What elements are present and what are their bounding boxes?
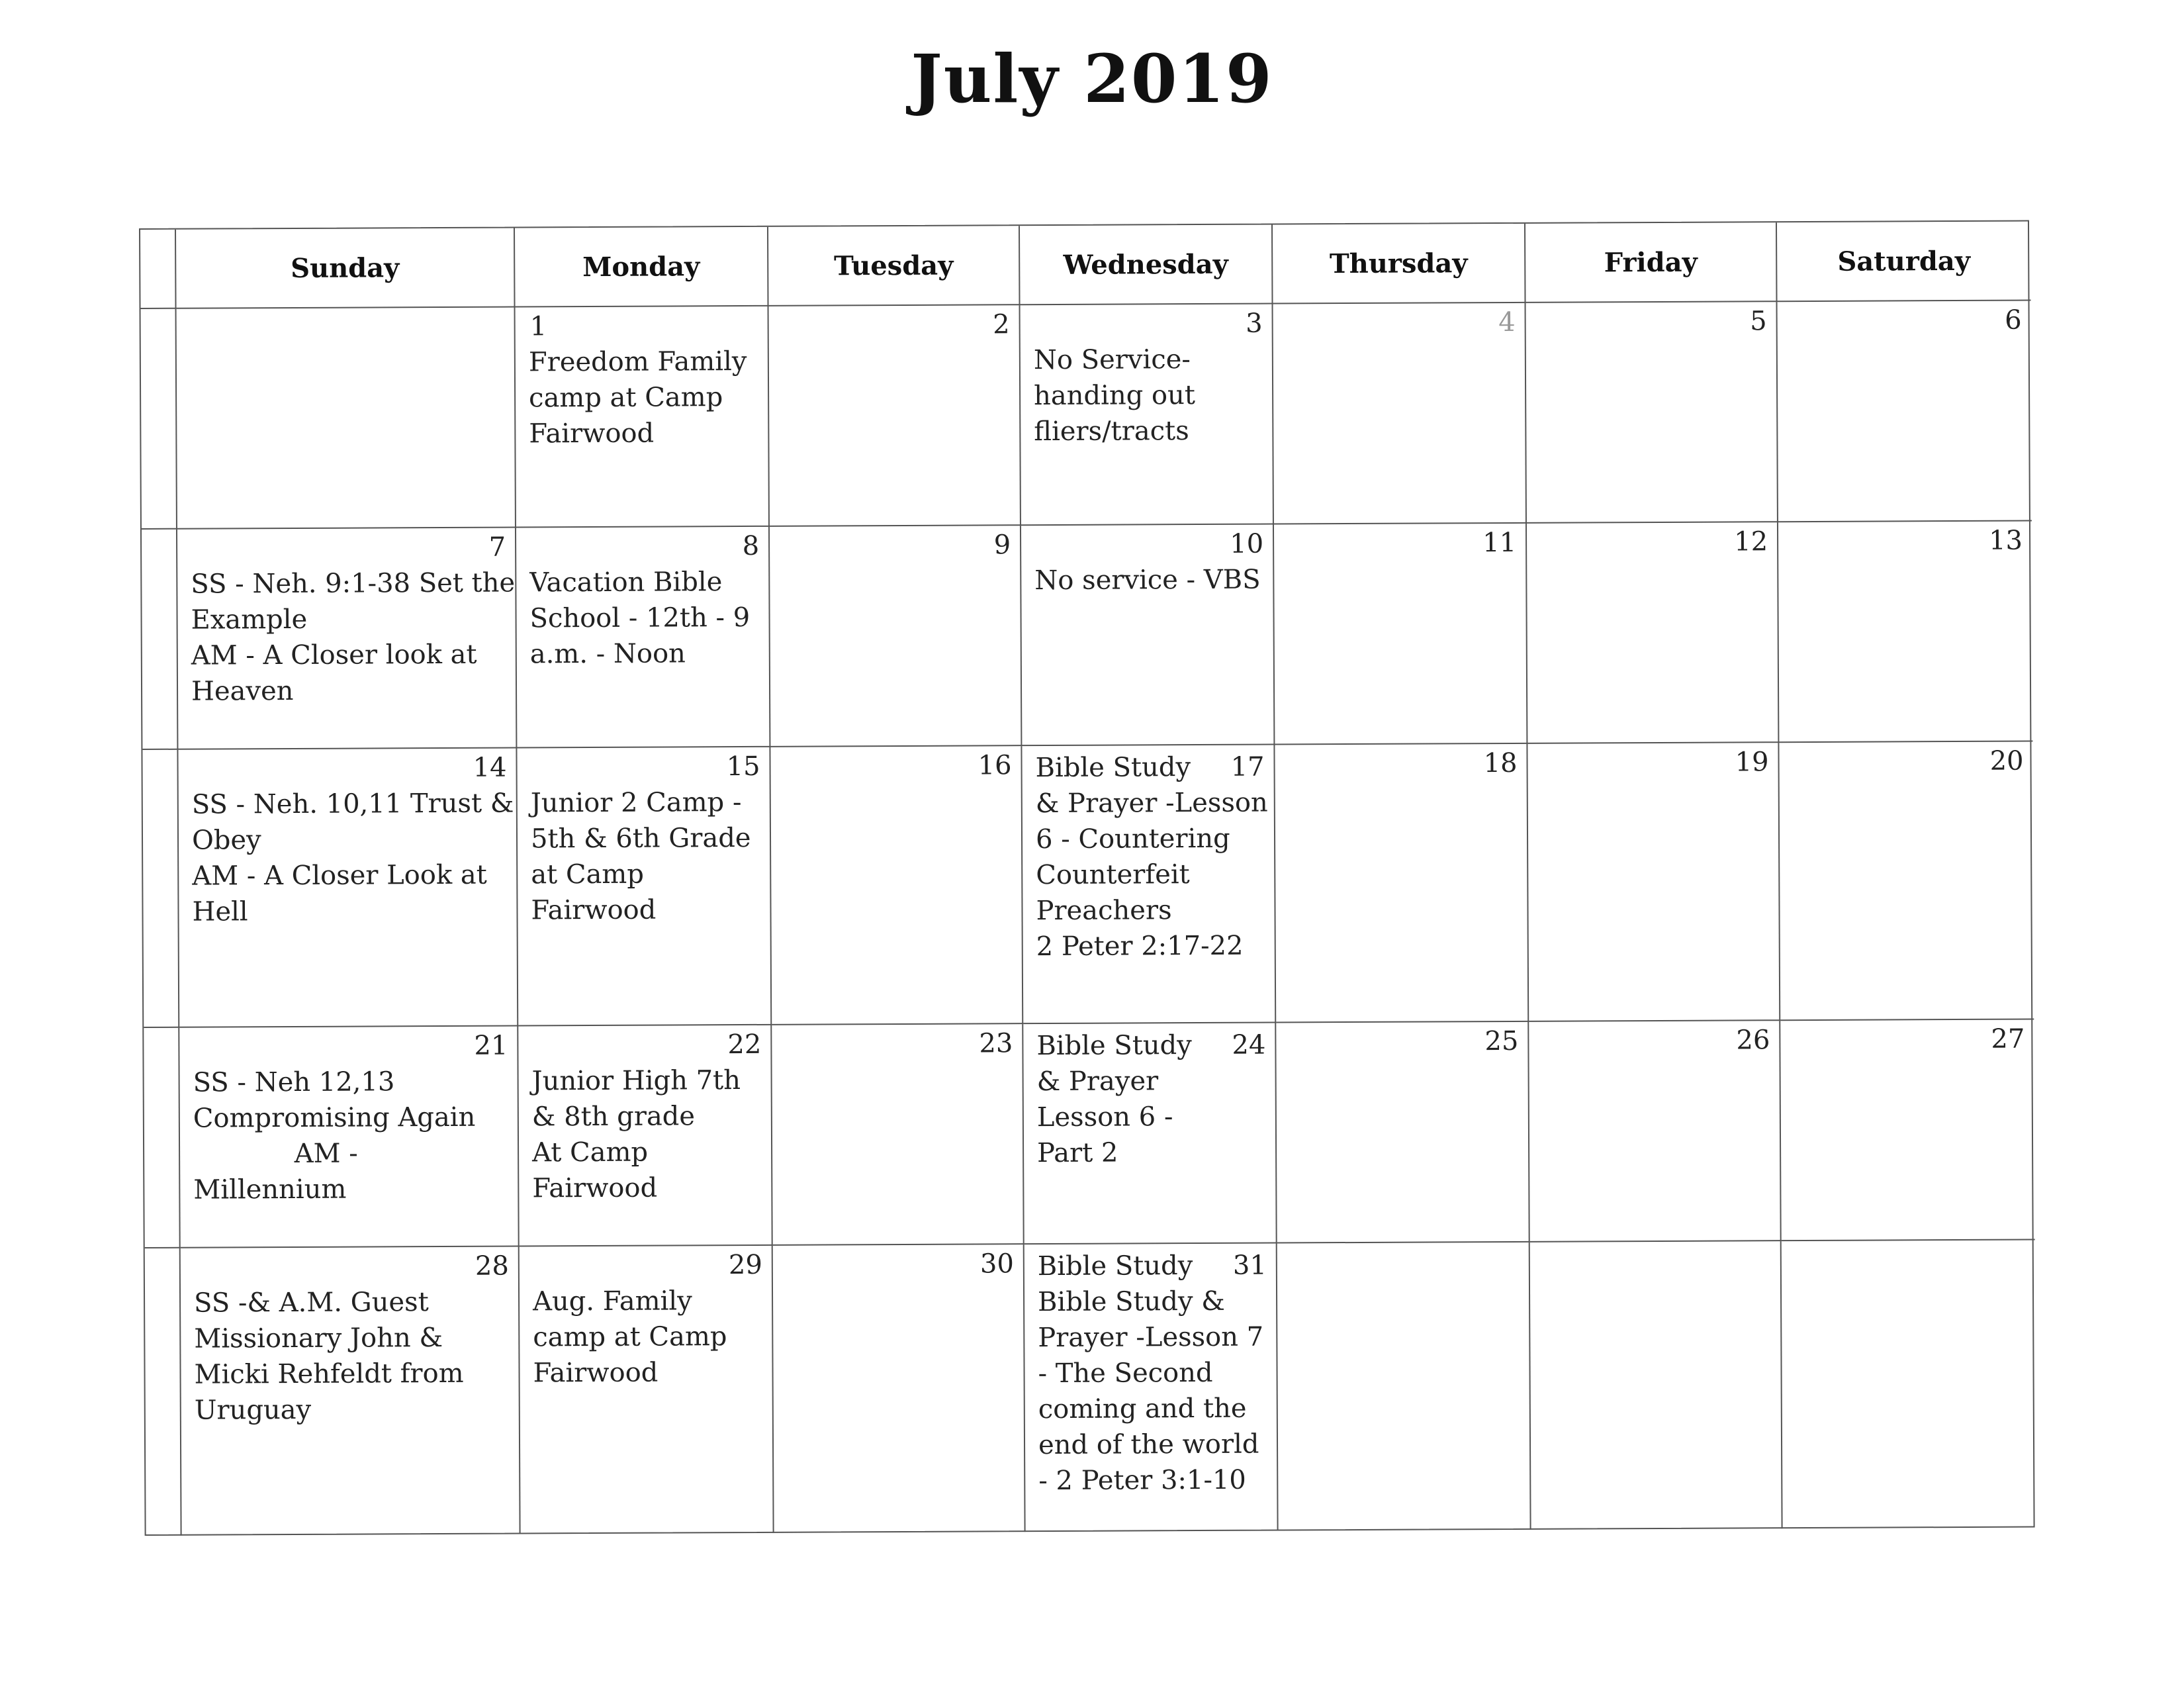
day-events <box>529 344 762 452</box>
event-line: Junior 2 Camp - <box>530 787 742 819</box>
day-cell <box>520 1246 774 1534</box>
calendar-grid <box>139 220 2035 1536</box>
day-number: 18 <box>1483 747 1518 779</box>
row-gutter <box>142 750 179 1028</box>
event-line: No service - VBS <box>1034 564 1261 596</box>
event-first-line <box>1035 749 1264 786</box>
day-cell <box>1779 742 2034 1021</box>
event-line: Obey <box>191 825 261 856</box>
day-number: 22 <box>727 1029 762 1060</box>
day-events <box>1038 1248 1268 1499</box>
day-cell <box>179 1027 519 1248</box>
day-number: 14 <box>473 752 507 783</box>
event-line: AM - <box>193 1138 358 1170</box>
event-line: Prayer -Lesson 7 <box>1038 1321 1264 1354</box>
day-events <box>1035 749 1268 965</box>
event-line: Fairwood <box>531 894 657 926</box>
event-line: Heaven <box>191 675 294 707</box>
day-events <box>529 564 762 673</box>
event-line: 2 Peter 2:17-22 <box>1036 930 1244 962</box>
event-line: Micki Rehfeldt from <box>194 1358 464 1390</box>
event-line: No Service- <box>1033 344 1191 376</box>
page-title: July 2019 <box>911 40 1273 118</box>
event-line: SS -& A.M. Guest <box>193 1287 429 1319</box>
event-line: Bible Study & <box>1037 1286 1225 1318</box>
day-cell <box>1778 301 2032 523</box>
event-text: Bible Study <box>1037 1250 1193 1282</box>
day-cell <box>1778 522 2032 743</box>
day-number: 4 <box>1498 306 1516 338</box>
day-number: 27 <box>1991 1023 2025 1055</box>
day-number: 5 <box>1750 306 1767 337</box>
day-cell <box>1023 1023 1277 1245</box>
row-gutter <box>145 1248 182 1536</box>
row-gutter <box>142 530 178 750</box>
event-line: handing out <box>1034 380 1195 412</box>
day-events <box>532 1062 765 1207</box>
day-cell <box>516 306 770 528</box>
event-line: Lesson 6 - <box>1036 1102 1173 1133</box>
event-line: SS - Neh. 9:1-38 Set the <box>191 567 516 600</box>
day-events <box>533 1283 766 1391</box>
day-number: 3 <box>1246 308 1263 339</box>
event-line: SS - Neh 12,13 <box>193 1066 395 1098</box>
event-first-line <box>1038 1248 1267 1285</box>
day-number: 31 <box>1232 1250 1267 1281</box>
day-number: 30 <box>979 1248 1014 1280</box>
event-line: Counterfeit <box>1036 859 1190 891</box>
day-number: 13 <box>1989 525 2023 556</box>
weekday-header-wednesday: Wednesday <box>1020 225 1273 306</box>
event-line: Compromising Again <box>193 1102 476 1134</box>
day-cell <box>1526 302 1778 524</box>
day-number: 9 <box>993 530 1011 561</box>
day-cell <box>1273 303 1527 525</box>
day-events <box>1036 1027 1266 1172</box>
event-line: & 8th grade <box>531 1101 696 1133</box>
event-line: Freedom Family <box>528 346 747 378</box>
day-cell <box>177 528 517 750</box>
day-cell <box>1024 1244 1279 1532</box>
day-cell <box>178 749 518 1028</box>
day-number: 26 <box>1736 1025 1770 1056</box>
event-line: Junior High 7th <box>531 1065 741 1097</box>
event-line: - The Second <box>1038 1357 1213 1389</box>
row-gutter <box>140 230 177 309</box>
day-cell <box>516 527 770 749</box>
row-gutter <box>141 309 177 530</box>
event-line: School - 12th - 9 <box>529 602 751 634</box>
event-text: Bible Study <box>1035 752 1191 784</box>
day-cell <box>1782 1241 2036 1529</box>
event-line: 6 - Countering <box>1035 823 1230 855</box>
day-number: 8 <box>742 530 760 562</box>
day-number: 29 <box>728 1249 762 1281</box>
event-line: SS - Neh. 10,11 Trust & <box>191 788 514 820</box>
day-events <box>191 786 514 930</box>
event-line: & Prayer -Lesson <box>1035 787 1268 820</box>
day-events <box>1034 342 1266 450</box>
day-number: 24 <box>1232 1029 1266 1060</box>
day-cell <box>1529 1021 1781 1243</box>
event-line: Fairwood <box>529 418 655 449</box>
day-cell <box>1527 743 1780 1022</box>
weekday-header-saturday: Saturday <box>1777 222 2031 303</box>
event-line: a.m. - Noon <box>529 638 686 670</box>
weekday-header-thursday: Thursday <box>1273 224 1526 305</box>
event-line: end of the world <box>1038 1429 1259 1461</box>
day-events <box>194 1284 512 1429</box>
event-line: coming and the <box>1038 1393 1247 1425</box>
day-cell <box>181 1247 521 1536</box>
day-cell <box>1021 525 1275 747</box>
day-cell <box>773 1244 1026 1533</box>
day-cell <box>177 308 516 530</box>
day-cell <box>1530 1241 1783 1530</box>
day-cell <box>1276 1022 1529 1244</box>
event-line: AM - A Closer Look at <box>192 859 487 892</box>
event-line: - 2 Peter 3:1-10 <box>1038 1464 1246 1497</box>
event-line: At Camp <box>531 1137 649 1168</box>
event-line: camp at Camp <box>533 1321 727 1353</box>
event-line: camp at Camp <box>529 382 723 414</box>
day-cell <box>1277 1243 1531 1531</box>
day-cell <box>772 1024 1024 1246</box>
day-number: 15 <box>726 751 760 782</box>
day-number: 12 <box>1734 526 1768 557</box>
day-number: 11 <box>1482 527 1517 559</box>
day-cell <box>770 746 1023 1025</box>
event-line: at Camp <box>531 859 644 890</box>
day-number: 1 <box>529 311 547 342</box>
day-number: 28 <box>475 1250 509 1282</box>
event-line: 5th & 6th Grade <box>530 822 751 855</box>
weekday-header-friday: Friday <box>1525 222 1778 303</box>
day-number: 17 <box>1230 751 1265 782</box>
event-line: Uruguay <box>194 1394 312 1426</box>
day-cell <box>1021 305 1274 526</box>
event-line: Fairwood <box>533 1357 659 1389</box>
day-number: 19 <box>1735 747 1769 778</box>
day-number: 20 <box>1989 745 2024 776</box>
weekday-header-tuesday: Tuesday <box>768 226 1021 306</box>
day-number: 7 <box>488 532 506 563</box>
day-cell <box>1022 745 1276 1025</box>
day-events <box>193 1064 512 1208</box>
day-number: 25 <box>1484 1025 1519 1057</box>
day-number: 2 <box>993 309 1010 340</box>
day-cell <box>517 747 772 1027</box>
event-line: Part 2 <box>1037 1137 1118 1169</box>
weekday-header-sunday: Sunday <box>176 228 516 309</box>
event-line: Hell <box>192 896 248 927</box>
event-line: Example <box>191 604 308 635</box>
event-line: Millennium <box>193 1174 347 1205</box>
day-events <box>531 784 764 929</box>
event-line: Fairwood <box>532 1172 658 1204</box>
event-first-line <box>1036 1027 1265 1064</box>
day-cell <box>769 305 1021 527</box>
event-text: Bible Study <box>1036 1030 1192 1062</box>
day-cell <box>518 1025 772 1247</box>
day-events <box>1034 562 1266 599</box>
day-number: 16 <box>978 750 1012 781</box>
day-number: 6 <box>2005 305 2022 336</box>
day-cell <box>1780 1020 2034 1242</box>
event-line: fliers/tracts <box>1034 416 1189 447</box>
day-cell <box>1274 524 1527 745</box>
row-gutter <box>144 1028 180 1248</box>
weekday-header-monday: Monday <box>515 227 769 308</box>
event-line: Preachers <box>1036 895 1172 927</box>
day-cell <box>1275 744 1529 1023</box>
event-line: Aug. Family <box>532 1286 692 1317</box>
day-number: 21 <box>474 1030 508 1061</box>
day-cell <box>770 526 1022 747</box>
event-line: & Prayer <box>1036 1066 1159 1098</box>
event-line: Missionary John & <box>194 1323 443 1354</box>
event-line: AM - A Closer look at <box>191 639 477 671</box>
event-line: Vacation Bible <box>529 567 723 598</box>
day-number: 23 <box>979 1028 1013 1059</box>
day-events <box>191 565 516 710</box>
day-cell <box>1527 522 1779 744</box>
day-number: 10 <box>1230 528 1264 559</box>
